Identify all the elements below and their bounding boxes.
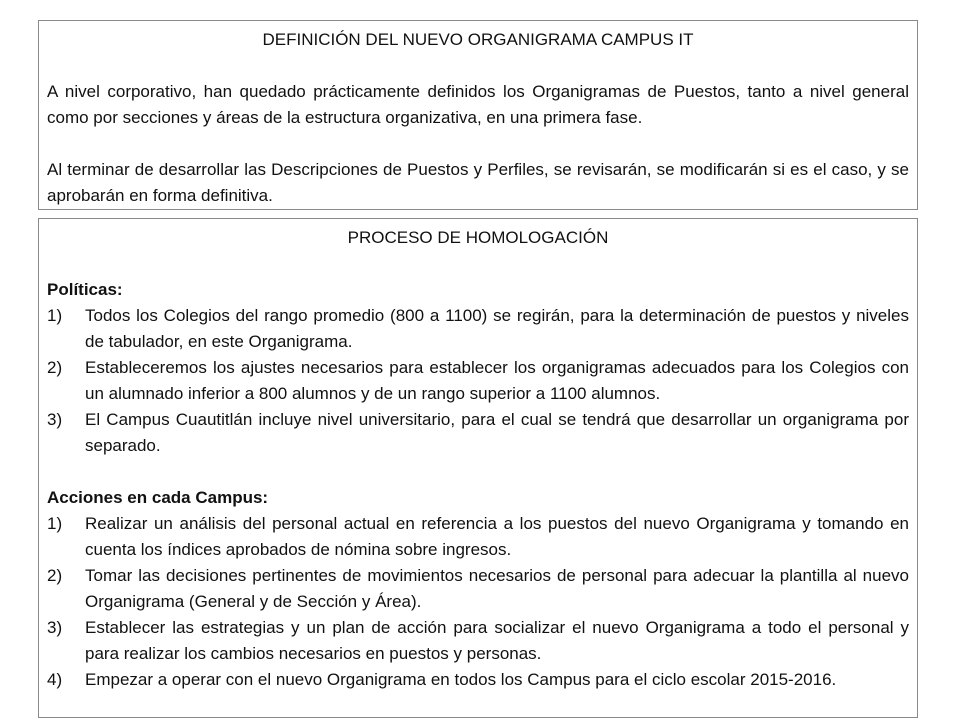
list-number: 1)	[47, 306, 63, 325]
list-number: 2)	[47, 358, 63, 377]
homologacion-box	[38, 218, 918, 718]
acciones-list	[47, 511, 909, 693]
accion-item	[47, 615, 909, 667]
definicion-box	[38, 20, 918, 210]
list-number: 1)	[47, 514, 63, 533]
politica-item	[47, 355, 909, 407]
list-text: El Campus Cuautitlán incluye nivel universitario, para el cual se tendrá que desarrollar un organigrama por separado.	[85, 410, 909, 455]
list-number: 3)	[47, 618, 63, 637]
list-text: Tomar las decisiones pertinentes de movimientos necesarios de personal para adecuar la plantilla al nuevo Organigrama (General y de Sección y Área).	[85, 566, 909, 611]
politicas-heading: Políticas:	[47, 280, 123, 299]
accion-item	[47, 667, 909, 693]
politicas-list	[47, 303, 909, 459]
politica-item	[47, 303, 909, 355]
list-text: Establecer las estrategias y un plan de acción para socializar el nuevo Organigrama a todo el personal y para realizar los cambios necesarios en puestos y personas.	[85, 618, 909, 663]
accion-item	[47, 511, 909, 563]
list-number: 4)	[47, 670, 63, 689]
list-text: Estableceremos los ajustes necesarios para establecer los organigramas adecuados para los Colegios con un alumnado inferior a 800 alumnos y de un rango superior a 1100 alumnos.	[85, 358, 909, 403]
acciones-heading: Acciones en cada Campus:	[47, 488, 269, 507]
definicion-paragraph-2: Al terminar de desarrollar las Descripciones de Puestos y Perfiles, se revisarán, se modificarán si es el caso, y se aprobarán en forma definitiva.	[47, 160, 909, 205]
list-text: Todos los Colegios del rango promedio (800 a 1100) se regirán, para la determinación de puestos y niveles de tabulador, en este Organigrama.	[85, 306, 909, 351]
list-text: Realizar un análisis del personal actual en referencia a los puestos del nuevo Organigrama y tomando en cuenta los índices aprobados de nómina sobre ingresos.	[85, 514, 909, 559]
definicion-title: DEFINICIÓN DEL NUEVO ORGANIGRAMA CAMPUS IT	[262, 30, 694, 49]
accion-item	[47, 563, 909, 615]
list-number: 3)	[47, 410, 63, 429]
list-text: Empezar a operar con el nuevo Organigrama en todos los Campus para el ciclo escolar 2015-2016.	[85, 670, 837, 689]
list-number: 2)	[47, 566, 63, 585]
politica-item	[47, 407, 909, 459]
homologacion-title: PROCESO DE HOMOLOGACIÓN	[347, 228, 609, 247]
definicion-paragraph-1: A nivel corporativo, han quedado prácticamente definidos los Organigramas de Puestos, tanto a nivel general como por secciones y áreas de la estructura organizativa, en una primera fase.	[47, 82, 909, 127]
